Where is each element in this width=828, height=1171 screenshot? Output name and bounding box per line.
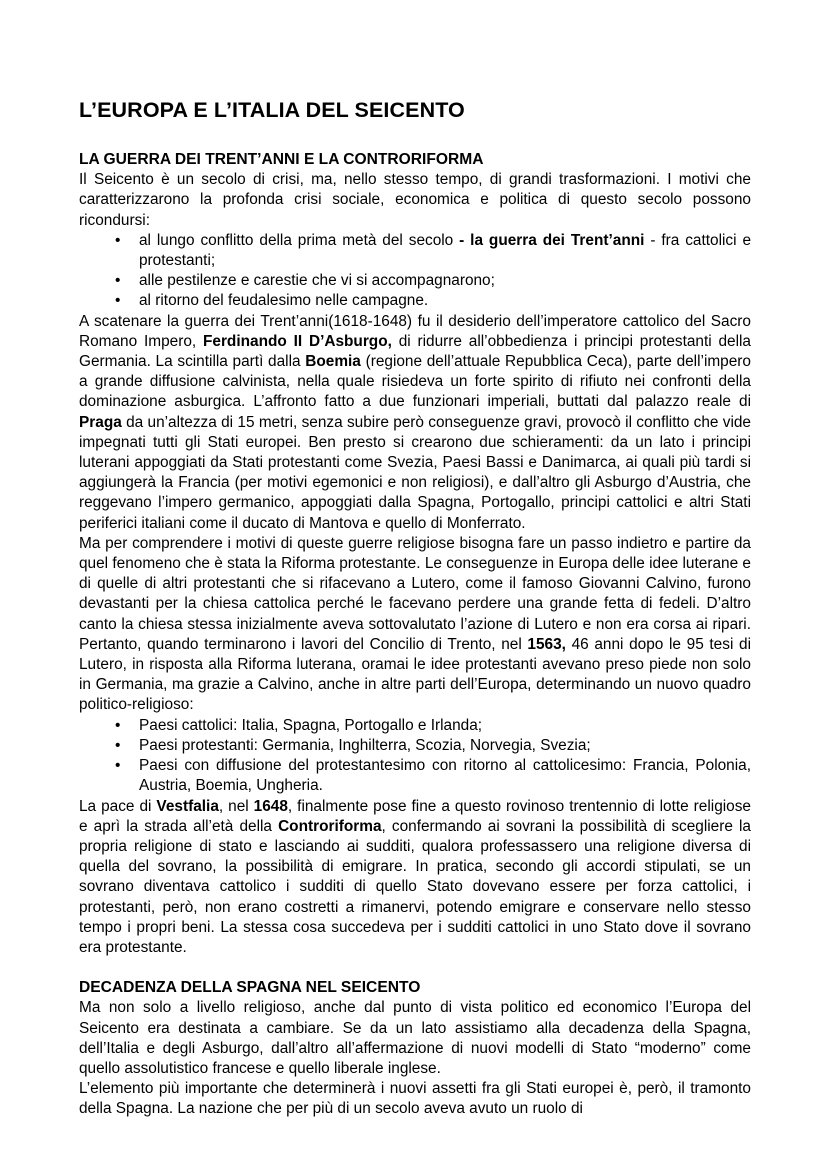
paragraph-intro: Il Seicento è un secolo di crisi, ma, nello stesso tempo, di grandi trasformazioni. I motivi che caratterizzarono la profonda crisi sociale, economica e politica di questo secolo possono ricondursi: xyxy=(79,171,751,229)
religious-map-list xyxy=(79,716,751,797)
list-item: • al ritorno del feudalesimo nelle campagne. xyxy=(139,291,751,311)
section-heading-decline-of-spain: DECADENZA DELLA SPAGNA NEL SEICENTO xyxy=(79,979,421,997)
list-item: • Paesi con diffusione del protestantesimo con ritorno al cattolicesimo: Francia, Polonia, Austria, Boemia, Ungheria. xyxy=(139,756,751,796)
paragraph-war-origins: A scatenare la guerra dei Trent’anni(1618-1648) fu il desiderio dell’imperatore cattolico del Sacro Romano Impero, Ferdinando II D’Asburgo, di ridurre all’obbedienza i principi protestanti della Germania. La scintilla partì dalla Boemia (regione dell’attuale Repubblica Ceca), parte dell’impero a grande diffusione calvinista, nella quale risiedeva un forte spirito di rifiuto nei confronti della dominazione asburgica. L’affronto fatto a due funzionari imperiali, buttati dal palazzo reale di Praga da un’altezza di 15 metri, senza subire però conseguenze gravi, provocò il conflitto che vide impegnati tutti gli Stati europei. Ben presto si crearono due schieramenti: da un lato i principi luterani appoggiati da Stati protestanti come Svezia, Paesi Bassi e Danimarca, ai quali più tardi si aggiungerà la Francia (per motivi egemonici e non religiosi), e dall’altro gli Asburgo d’Austria, che reggevano l’impero germanico, appoggiati dalla Spagna, Portogallo, principi cattolici e altri Stati periferici italiani come il ducato di Mantova e quello di Monferrato. xyxy=(79,312,751,532)
paragraph-spain-decline: L’elemento più importante che determinerà i nuovi assetti fra gli Stati europei è, però, il tramonto della Spagna. La nazione che per più di un secolo aveva avuto un ruolo di xyxy=(79,1080,751,1118)
section-heading-thirty-years-war: LA GUERRA DEI TRENT’ANNI E LA CONTRORIFORMA xyxy=(79,151,484,168)
document-body xyxy=(79,97,751,1120)
list-item: • Paesi protestanti: Germania, Inghilterra, Scozia, Norvegia, Svezia; xyxy=(139,736,751,756)
list-item: • alle pestilenze e carestie che vi si accompagnarono; xyxy=(139,271,751,291)
paragraph-reformation: Ma per comprendere i motivi di queste guerre religiose bisogna fare un passo indietro e partire da quel fenomeno che è stata la Riforma protestante. Le conseguenze in Europa delle idee luterane e di quelle di altri protestanti che si rifacevano a Lutero, come il famoso Giovanni Calvino, furono devastanti per la chiesa cattolica perché le facevano perdere una grande fetta di fedeli. D’altro canto la chiesa stessa inizialmente aveva sottovalutato l’azione di Lutero e non era corsa ai ripari. Pertanto, quando terminarono i lavori del Concilio di Trento, nel 1563, 46 anni dopo le 95 tesi di Lutero, in risposta alla Riforma luterana, oramai le idee protestanti avevano preso piede non solo in Germania, ma grazie a Calvino, anche in altre parti dell’Europa, determinando un nuovo quadro politico-religioso: xyxy=(79,534,751,714)
list-item: • al lungo conflitto della prima metà del secolo - la guerra dei Trent’anni - fra cattolici e protestanti; xyxy=(139,231,751,271)
paragraph-peace-of-westphalia: La pace di Vestfalia, nel 1648, finalmente pose fine a questo rovinoso trentennio di lotte religiose e aprì la strada all’età della Controriforma, confermando ai sovrani la possibilità di scegliere la propria religione di stato e lasciando ai sudditi, qualora professassero una religione diversa di quella del sovrano, la possibilità di emigrare. In pratica, secondo gli accordi stipulati, se un sovrano diventava cattolico i sudditi di quello Stato dovevano essere per forza cattolici, i protestanti, però, non erano costretti a rimanervi, potendo emigrare e conservare nello stesso tempo i propri beni. La stessa cosa succedeva per i sudditi cattolici in uno Stato dove il sovrano era protestante. xyxy=(79,797,751,956)
crisis-causes-list xyxy=(79,231,751,312)
paragraph-political-change: Ma non solo a livello religioso, anche dal punto di vista politico ed economico l’Europa del Seicento era destinata a cambiare. Se da un lato assistiamo alla decadenza della Spagna, dell’Italia e degli Asburgo, dall’altro all’affermazione di nuovi modelli di Stato “moderno” come quello assolutistico francese e quello liberale inglese. xyxy=(79,999,751,1077)
document-title: L’EUROPA E L’ITALIA DEL SEICENTO xyxy=(79,98,465,122)
list-item: • Paesi cattolici: Italia, Spagna, Portogallo e Irlanda; xyxy=(139,716,751,736)
